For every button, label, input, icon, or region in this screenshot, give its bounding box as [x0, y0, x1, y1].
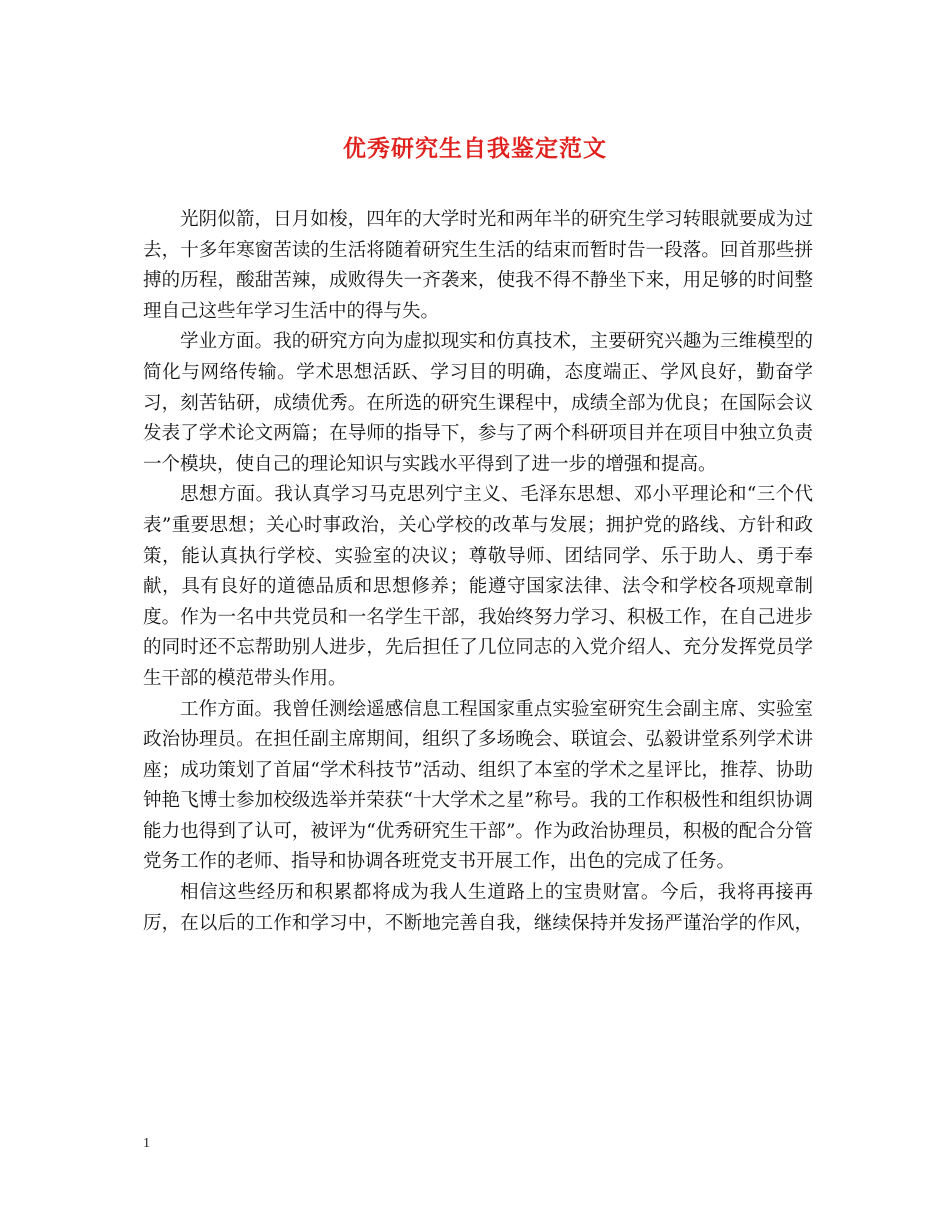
paragraph-intro: 光阴似箭，日月如梭，四年的大学时光和两年半的研究生学习转眼就要成为过去，十多年寒窗苦读的生活将随着研究生生活的结束而暂时告一段落。回首那些拼搏的历程，酸甜苦辣，成败得失一齐袭来，使我不得不静坐下来，用足够的时间整理自己这些年学习生活中的得与失。: [143, 209, 813, 322]
paragraph-work: 工作方面。我曾任测绘遥感信息工程国家重点实验室研究生会副主席、实验室政治协理员。在担任副主席期间，组织了多场晚会、联谊会、弘毅讲堂系列学术讲座；成功策划了首届“学术科技节”活动、组织了本室的学术之星评比，推荐、协助钟艳飞博士参加校级选举并荣获“十大学术之星”称号。我的工作积极性和组织协调能力也得到了认可，被评为“优秀研究生干部”。作为政治协理员，积极的配合分管党务工作的老师、指导和协调各班党支书开展工作，出色的完成了任务。: [143, 698, 813, 873]
document-body: [143, 205, 813, 939]
paragraph-ideology: 思想方面。我认真学习马克思列宁主义、毛泽东思想、邓小平理论和“三个代表”重要思想；关心时事政治，关心学校的改革与发展；拥护党的路线、方针和政策，能认真执行学校、实验室的决议；尊敬导师、团结同学、乐于助人、勇于奉献，具有良好的道德品质和思想修养；能遵守国家法律、法令和学校各项规章制度。作为一名中共党员和一名学生干部，我始终努力学习、积极工作，在自己进步的同时还不忘帮助别人进步，先后担任了几位同志的入党介绍人、充分发挥党员学生干部的模范带头作用。: [143, 484, 813, 689]
paragraph-academics: 学业方面。我的研究方向为虚拟现实和仿真技术，主要研究兴趣为三维模型的简化与网络传输。学术思想活跃、学习目的明确，态度端正、学风良好，勤奋学习，刻苦钻研，成绩优秀。在所选的研究生课程中，成绩全部为优良；在国际会议发表了学术论文两篇；在导师的指导下，参与了两个科研项目并在项目中独立负责一个模块，使自己的理论知识与实践水平得到了进一步的增强和提高。: [143, 331, 813, 475]
paragraph-conclusion: 相信这些经历和积累都将成为我人生道路上的宝贵财富。今后，我将再接再厉，在以后的工作和学习中，不断地完善自我，继续保持并发扬严谨治学的作风，: [143, 882, 813, 934]
page-number: 1: [143, 1136, 150, 1151]
document-title: 优秀研究生自我鉴定范文: [343, 135, 607, 162]
